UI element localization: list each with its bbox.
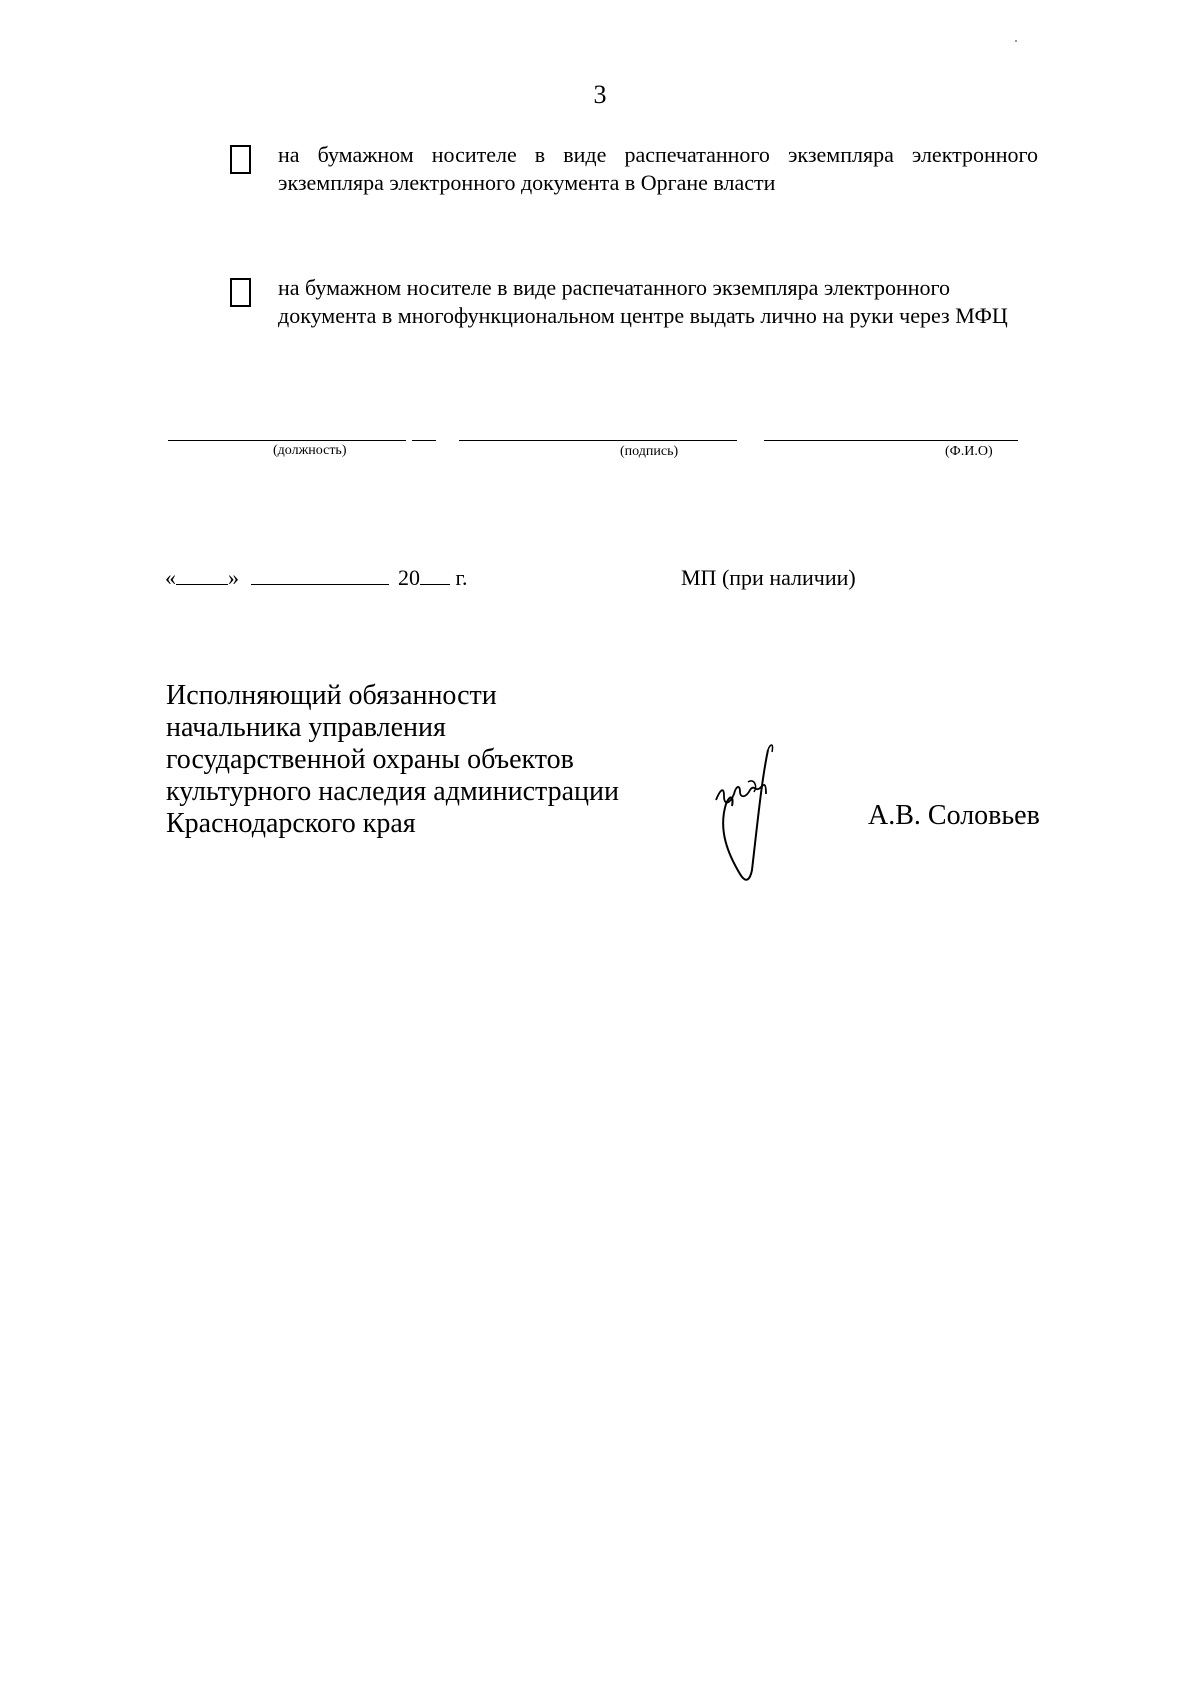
signer-title [166,680,619,840]
signer-title-line-3: государственной охраны объектов [166,744,574,775]
signature-line[interactable] [459,440,737,441]
date-close-quote: » [228,565,239,590]
year-suffix: г. [455,565,468,590]
stamp-note: МП (при наличии) [681,565,856,590]
signature-caption: (подпись) [620,444,679,459]
delivery-option-checkbox-1[interactable] [230,145,251,174]
full-name-line[interactable] [764,440,1018,441]
signer-title-line-2: начальника управления [166,712,446,743]
delivery-option-checkbox-2[interactable] [230,278,251,307]
scan-speck [1015,40,1017,42]
handwritten-signature [700,738,820,888]
delivery-option-2-line-2: документа в многофункциональном центре выдать лично на руки через МФЦ [278,303,1008,328]
year-prefix: 20 [398,565,420,590]
month-blank[interactable] [251,566,389,585]
signer-title-line-5: Краснодарского края [166,808,416,839]
delivery-option-2-line-1: на бумажном носителе в виде распечатанного экземпляра электронного [278,275,950,300]
year-blank[interactable] [420,566,450,585]
page-number: 3 [593,80,607,109]
position-caption: (должность) [273,443,347,458]
signer-title-line-4: культурного наследия администрации [166,776,620,807]
position-line[interactable] [168,440,406,441]
delivery-option-2 [278,274,1038,330]
date-field [165,565,468,591]
name-caption: (Ф.И.О) [945,444,993,459]
day-blank[interactable] [176,566,228,585]
position-line-tail [412,440,436,441]
delivery-option-1-line-1: на бумажном носителе в виде распечатанного экземпляра электронного [278,142,1038,167]
signer-title-line-1: Исполняющий обязанности [166,680,497,711]
date-open-quote: « [165,565,176,590]
delivery-option-1-line-2: экземпляра электронного документа в Органе власти [278,170,776,195]
signer-name: А.В. Соловьев [868,800,1040,831]
delivery-option-1 [278,141,1038,197]
